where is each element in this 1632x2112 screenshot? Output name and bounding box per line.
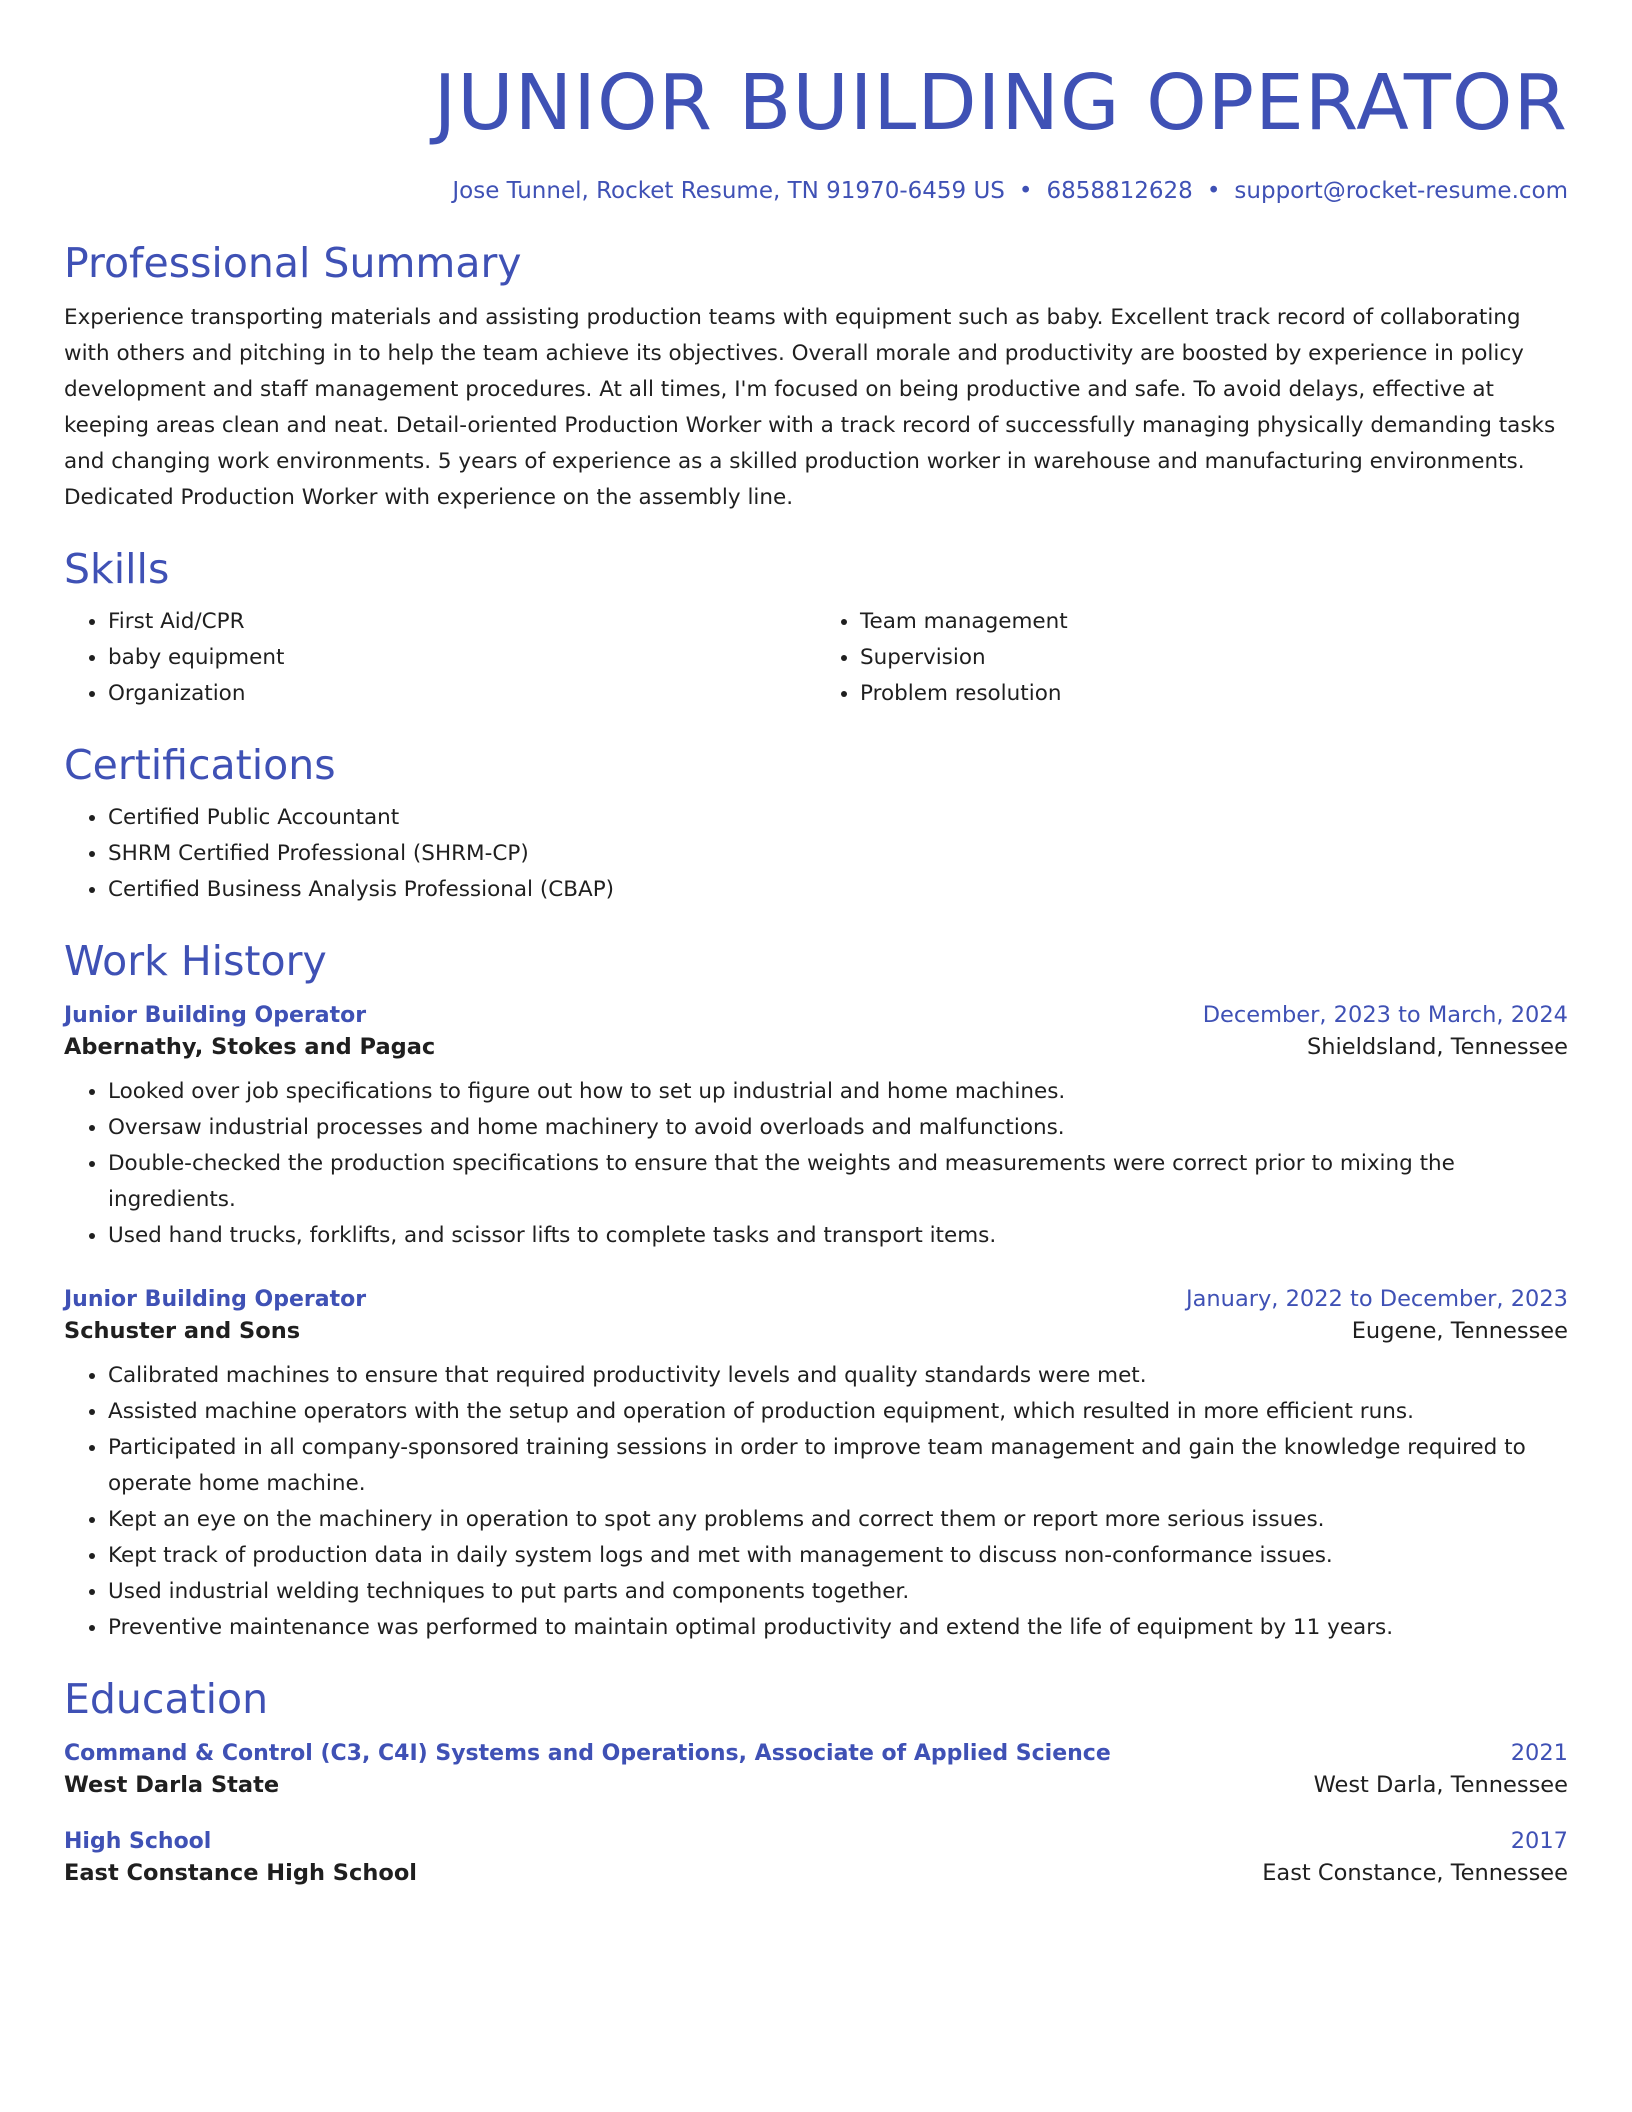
skill-item: • Supervision bbox=[860, 640, 1568, 676]
certifications-section bbox=[64, 738, 1568, 908]
job-entry bbox=[64, 1002, 1568, 1254]
education-school-row bbox=[64, 1860, 1568, 1886]
job-company-row bbox=[64, 1318, 1568, 1344]
job-title: Junior Building Operator bbox=[64, 1287, 367, 1312]
job-company: Schuster and Sons bbox=[64, 1318, 301, 1344]
job-company-row bbox=[64, 1034, 1568, 1060]
job-dates: December, 2023 to March, 2024 bbox=[1202, 1002, 1568, 1028]
summary-text: Experience transporting materials and assisting production teams with equipment such as baby. Excellent track record of collaborating with others and pitching in to help the team achieve its objectives. Overall morale and productivity are boosted by experience in policy development and staff management procedures. At all times, I'm focused on being productive and safe. To avoid delays, effective at keeping areas clean and neat. Detail-oriented Production Worker with a track record of successfully managing physically demanding tasks and changing work environments. 5 years of experience as a skilled production worker in warehouse and manufacturing environments. Dedicated Production Worker with experience on the assembly line. bbox=[64, 305, 1556, 510]
contact-email: support@rocket-resume.com bbox=[1234, 178, 1568, 204]
certification-item: • SHRM Certified Professional (SHRM-CP) bbox=[108, 836, 1568, 872]
job-title-row bbox=[64, 1286, 1568, 1312]
education-school-row bbox=[64, 1772, 1568, 1798]
job-bullet: • Kept an eye on the machinery in operation to spot any problems and correct them or report more serious issues. bbox=[108, 1502, 1568, 1538]
contact-separator: • bbox=[1206, 178, 1221, 204]
work-history-section bbox=[64, 934, 1568, 1646]
skills-list-left bbox=[64, 604, 816, 712]
education-degree-row bbox=[64, 1828, 1568, 1854]
certification-item: • Certified Public Accountant bbox=[108, 800, 1568, 836]
job-entry bbox=[64, 1286, 1568, 1646]
contact-line bbox=[64, 178, 1568, 204]
education-year: 2017 bbox=[1510, 1828, 1568, 1854]
skills-section bbox=[64, 542, 1568, 712]
job-bullets bbox=[64, 1358, 1568, 1646]
skill-item: • Problem resolution bbox=[860, 676, 1568, 712]
skills-list-right bbox=[816, 604, 1568, 712]
job-bullet: • Double-checked the production specifications to ensure that the weights and measurements were correct prior to mixing the ingredients. bbox=[108, 1146, 1568, 1218]
job-bullet: • Kept track of production data in daily system logs and met with management to discuss non-conformance issues. bbox=[108, 1538, 1568, 1574]
job-bullet: • Assisted machine operators with the setup and operation of production equipment, which resulted in more efficient runs. bbox=[108, 1394, 1568, 1430]
job-bullet: • Preventive maintenance was performed to maintain optimal productivity and extend the life of equipment by 11 years. bbox=[108, 1610, 1568, 1646]
skill-item: • First Aid/CPR bbox=[108, 604, 816, 640]
education-school: West Darla State bbox=[64, 1772, 280, 1798]
skill-item: • baby equipment bbox=[108, 640, 816, 676]
section-heading-certifications: Certifications bbox=[64, 741, 336, 789]
job-bullet: • Participated in all company-sponsored training sessions in order to improve team management and gain the knowledge required to operate home machine. bbox=[108, 1430, 1568, 1502]
education-degree: Command & Control (C3, C4I) Systems and Operations, Associate of Applied Science bbox=[64, 1741, 1111, 1766]
skill-item: • Team management bbox=[860, 604, 1568, 640]
job-location: Eugene, Tennessee bbox=[1351, 1318, 1568, 1344]
education-degree-row bbox=[64, 1740, 1568, 1766]
education-school: East Constance High School bbox=[64, 1860, 417, 1886]
job-title: Junior Building Operator bbox=[64, 1003, 367, 1028]
section-heading-work-history: Work History bbox=[64, 937, 327, 985]
section-heading-skills: Skills bbox=[64, 545, 170, 593]
job-bullet: • Calibrated machines to ensure that required productivity levels and quality standards were met. bbox=[108, 1358, 1568, 1394]
job-dates: January, 2022 to December, 2023 bbox=[1186, 1286, 1568, 1312]
skill-item: • Organization bbox=[108, 676, 816, 712]
contact-separator: • bbox=[1018, 178, 1033, 204]
certification-item: • Certified Business Analysis Professional (CBAP) bbox=[108, 872, 1568, 908]
education-entry bbox=[64, 1828, 1568, 1886]
education-entry bbox=[64, 1740, 1568, 1798]
contact-address: Jose Tunnel, Rocket Resume, TN 91970-6459 US bbox=[452, 178, 1005, 204]
section-heading-summary: Professional Summary bbox=[64, 239, 522, 287]
education-year: 2021 bbox=[1510, 1740, 1568, 1766]
contact-phone: 6858812628 bbox=[1046, 178, 1193, 204]
job-location: Shieldsland, Tennessee bbox=[1306, 1034, 1568, 1060]
job-bullet: • Oversaw industrial processes and home machinery to avoid overloads and malfunctions. bbox=[108, 1110, 1568, 1146]
section-heading-education: Education bbox=[64, 1675, 269, 1723]
job-company: Abernathy, Stokes and Pagac bbox=[64, 1034, 436, 1060]
education-degree: High School bbox=[64, 1829, 212, 1854]
job-bullet: • Used hand trucks, forklifts, and scissor lifts to complete tasks and transport items. bbox=[108, 1218, 1568, 1254]
certifications-list bbox=[64, 800, 1568, 908]
skills-grid bbox=[64, 604, 1568, 712]
candidate-name: JUNIOR BUILDING OPERATOR bbox=[433, 59, 1568, 148]
summary-section bbox=[64, 236, 1568, 516]
job-title-row bbox=[64, 1002, 1568, 1028]
job-bullet: • Looked over job specifications to figure out how to set up industrial and home machines. bbox=[108, 1074, 1568, 1110]
education-section bbox=[64, 1672, 1568, 1886]
job-bullet: • Used industrial welding techniques to put parts and components together. bbox=[108, 1574, 1568, 1610]
education-location: East Constance, Tennessee bbox=[1262, 1860, 1568, 1886]
job-bullets bbox=[64, 1074, 1568, 1254]
education-location: West Darla, Tennessee bbox=[1313, 1772, 1568, 1798]
